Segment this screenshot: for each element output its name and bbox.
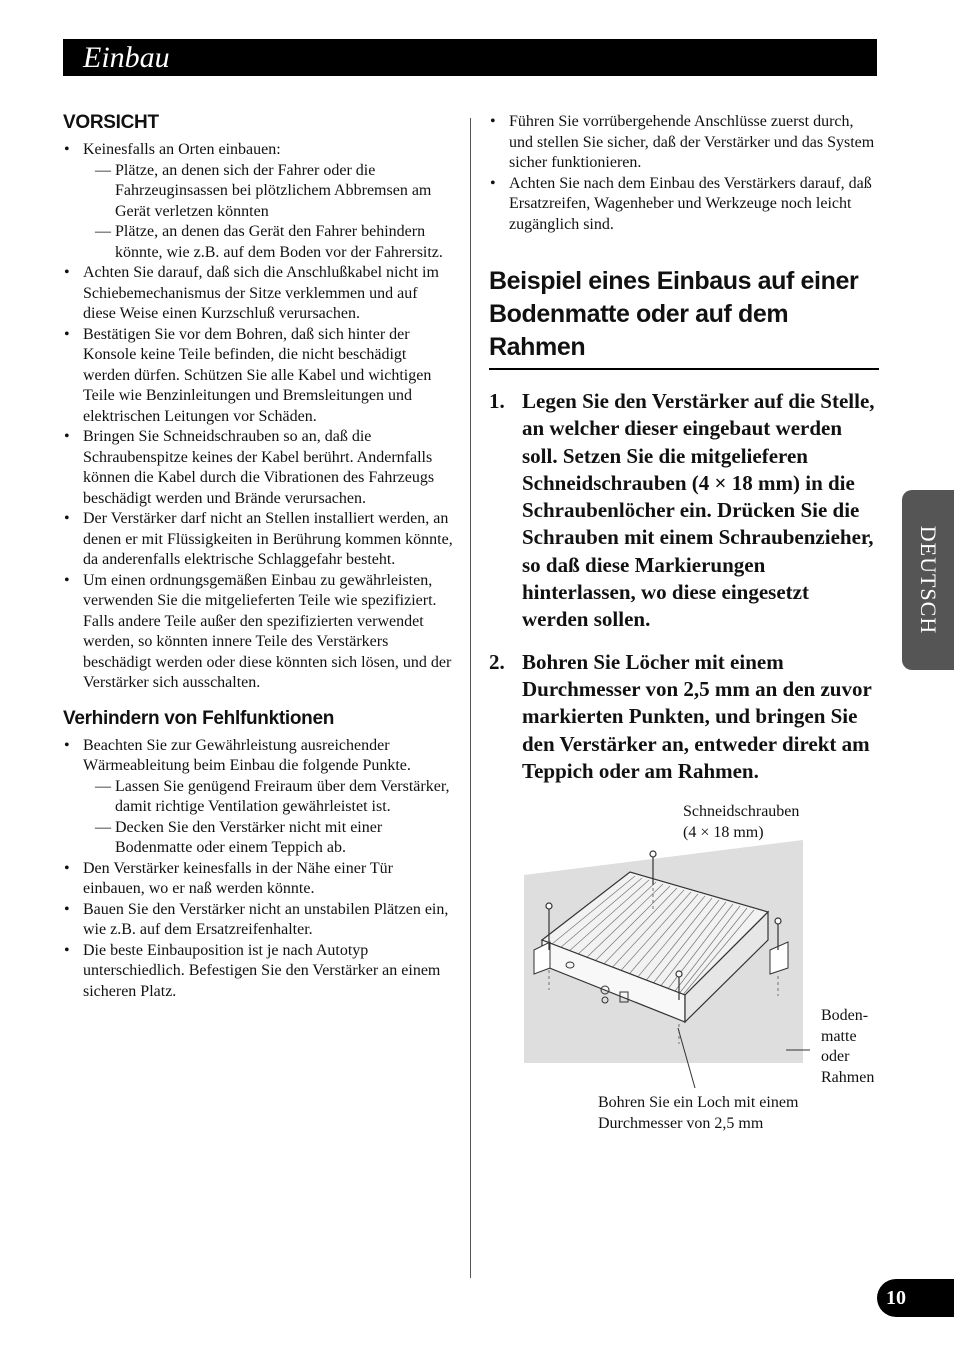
screws-label: Schneidschrauben (4 × 18 mm) <box>683 803 800 841</box>
drill-label: Bohren Sie ein Loch mit einem Durchmesser von 2,5 mm <box>598 1094 799 1132</box>
caution-list <box>63 140 453 694</box>
right-bullet-list <box>489 112 879 235</box>
step-text: Bohren Sie Löcher mit einem Durchmesser von 2,5 mm an den zuvor markierten Punkten, und bringen Sie den Verstärker an, entweder direkt am Teppich oder am Rahmen. <box>522 649 872 783</box>
page-number-badge <box>877 1279 954 1317</box>
list-item: • Die beste Einbauposition ist je nach Autotyp unterschiedlich. Befestigen Sie den Verstärker an einem sicheren Platz. <box>63 941 453 1003</box>
list-item: • Der Verstärker darf nicht an Stellen installiert werden, an denen er mit Flüssigkeiten in Berührung kommen könnte, da anderenfalls elektrische Schlaggefahr besteht. <box>63 509 453 571</box>
installation-figure <box>520 800 890 1140</box>
sub-list-item: — Decken Sie den Verstärker nicht mit einer Bodenmatte oder einem Teppich ab. <box>83 818 453 859</box>
list-item-text: Keinesfalls an Orten einbauen: <box>83 141 281 158</box>
list-item: • Bestätigen Sie vor dem Bohren, daß sich hinter der Konsole keine Teile befinden, die nicht beschädigt werden dürfen. Schützen Sie alle Kabel und wichtigen Teile wie Benzinleitungen und Bremsleitungen und elektrischen Leitungen vor Schäden. <box>63 325 453 428</box>
list-item <box>63 736 453 859</box>
mat-label: Boden- matte oder Rahmen <box>821 1007 875 1086</box>
sub-list-item: — Lassen Sie genügend Freiraum über dem Verstärker, damit richtige Ventilation gewährleistet ist. <box>83 777 453 818</box>
steps-list <box>489 388 879 785</box>
caution-heading: VORSICHT <box>63 112 159 133</box>
sub-list <box>83 777 453 859</box>
list-item-text: Beachten Sie zur Gewährleistung ausreichender Wärmeableitung beim Einbau die folgende Punkte. <box>83 736 411 774</box>
page-title: Einbau <box>83 41 170 74</box>
list-item: • Um einen ordnungsgemäßen Einbau zu gewährleisten, verwenden Sie die mitgelieferten Teile wie spezifiziert. Falls andere Teile außer den spezifizierten verwendet werden, so könnten innere Teile des Verstärkers beschädigt werden oder diese könnten sich lösen, und der Verstärker sich ausschalten. <box>63 571 453 694</box>
step-item <box>489 649 879 785</box>
malfunction-heading: Verhindern von Fehlfunktionen <box>63 707 335 729</box>
sub-list-item: — Plätze, an denen sich der Fahrer oder die Fahrzeuginsassen bei plötzlichem Abbremsen am Gerät verletzen könnten <box>83 161 453 223</box>
malfunction-list <box>63 736 453 1003</box>
sub-list <box>83 161 453 264</box>
list-item: • Bringen Sie Schneidschrauben so an, daß die Schraubenspitze keines der Kabel berührt. Andernfalls können die Kabel durch die Vibrationen des Fahrzeugs beschädigt werden und Brände verursachen. <box>63 427 453 509</box>
step-number: 2. <box>489 649 505 674</box>
title-bar <box>63 39 877 76</box>
right-column <box>489 112 879 800</box>
list-item: • Führen Sie vorrübergehende Anschlüsse zuerst durch, und stellen Sie sicher, daß der Verstärker und das System sicher funktionieren. <box>489 112 879 174</box>
step-number: 1. <box>489 389 505 413</box>
left-column <box>63 112 453 1002</box>
step-item <box>489 388 879 634</box>
column-divider <box>470 118 471 1278</box>
list-item: • Bauen Sie den Verstärker nicht an unstabilen Plätzen ein, wie z.B. auf dem Ersatzreifenhalter. <box>63 900 453 941</box>
page-number: 10 <box>886 1287 906 1309</box>
sub-list-item: — Plätze, an denen das Gerät den Fahrer behindern könnte, wie z.B. auf dem Boden vor der Fahrersitz. <box>83 222 453 263</box>
language-tab <box>902 490 954 670</box>
list-item <box>63 140 453 263</box>
section-heading: Beispiel eines Einbaus auf einer Bodenmatte oder auf dem Rahmen <box>489 265 879 370</box>
language-tab-label: DEUTSCH <box>916 525 941 635</box>
amplifier-illustration <box>520 800 890 1140</box>
list-item: • Achten Sie nach dem Einbau des Verstärkers darauf, daß Ersatzreifen, Wagenheber und Werkzeuge noch leicht zugänglich sind. <box>489 174 879 236</box>
list-item: • Den Verstärker keinesfalls in der Nähe einer Tür einbauen, wo er naß werden könnte. <box>63 859 453 900</box>
step-text: Legen Sie den Verstärker auf die Stelle, an welcher dieser eingebaut werden soll. Setzen Sie die mitgelieferen Schneidschrauben (4 × 18 mm) in die Schraubenlöcher ein. Drücken Sie die Schrauben mit einem Schraubenzieher, so daß diese Markierungen hinterlassen, wo diese eingesetzt werden sollen. <box>522 389 875 632</box>
list-item: • Achten Sie darauf, daß sich die Anschlußkabel nicht im Schiebemechanismus der Sitze verklemmen und auf diese Weise einen Kurzschluß verursachen. <box>63 263 453 325</box>
